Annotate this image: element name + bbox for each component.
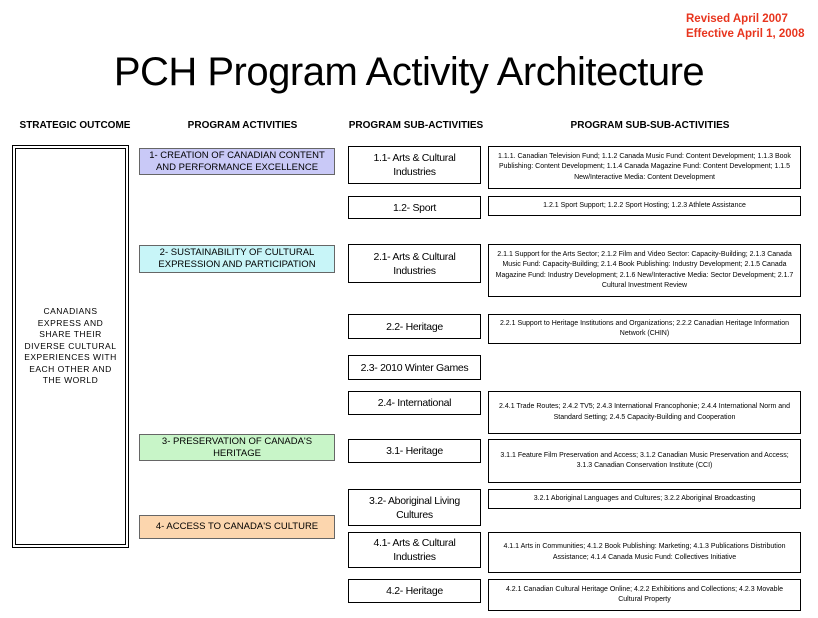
sub-activity-2-4 bbox=[348, 391, 481, 415]
sub-activity-label: 2.2- Heritage bbox=[386, 320, 443, 333]
sub-activity-2-3 bbox=[348, 355, 481, 380]
sub-sub-activity-text: 4.2.1 Canadian Cultural Heritage Online; 4.2.2 Exhibitions and Collections; 4.2.3 Movable Cultural Property bbox=[505, 585, 784, 603]
sub-activity-2-1 bbox=[348, 244, 481, 283]
program-activity-label: 4- ACCESS TO CANADA'S CULTURE bbox=[155, 521, 319, 532]
program-activity-label: 3- PRESERVATION OF CANADA'S HERITAGE bbox=[161, 435, 313, 459]
program-activity-3 bbox=[139, 434, 335, 461]
column-header-sub-activities: PROGRAM SUB-ACTIVITIES bbox=[348, 120, 484, 131]
column-header-sub-sub-activities: PROGRAM SUB-SUB-ACTIVITIES bbox=[570, 120, 730, 131]
sub-activity-label: 2.3- 2010 Winter Games bbox=[360, 361, 469, 374]
strategic-outcome-box bbox=[12, 145, 129, 548]
sub-activity-1-1 bbox=[348, 146, 481, 184]
revision-note bbox=[686, 12, 814, 42]
sub-activity-label: 4.2- Heritage bbox=[386, 585, 443, 597]
sub-sub-activity-1-1 bbox=[488, 146, 801, 189]
strategic-outcome-text: CANADIANS EXPRESS AND SHARE THEIR DIVERSE CULTURAL EXPERIENCES WITH EACH OTHER AND THE WORLD bbox=[24, 306, 117, 386]
program-activity-4 bbox=[139, 515, 335, 539]
page-title: PCH Program Activity Architecture bbox=[113, 50, 705, 94]
sub-sub-activity-text: 1.1.1. Canadian Television Fund; 1.1.2 Canada Music Fund: Content Development; 1.1.3 Book Publishing: Content Development; 1.1.4 Canada Magazine Fund: Content Development; 1.1.5 New/Interactive Media: Content Development bbox=[498, 152, 791, 181]
sub-sub-activity-1-2 bbox=[488, 196, 801, 216]
sub-activity-label: 2.4- International bbox=[377, 397, 452, 409]
sub-sub-activity-3-2 bbox=[488, 489, 801, 509]
sub-activity-3-1 bbox=[348, 439, 481, 463]
revised-date: Revised April 2007 bbox=[686, 13, 788, 25]
sub-sub-activity-text: 4.1.1 Arts in Communities; 4.1.2 Book Publishing: Marketing; 4.1.3 Publications Distribution Assistance; 4.1.4 Canada Music Fund: Collectives Initiative bbox=[503, 543, 786, 561]
sub-sub-activity-3-1 bbox=[488, 439, 801, 483]
program-activity-2 bbox=[139, 245, 335, 273]
sub-sub-activity-text: 3.1.1 Feature Film Preservation and Access; 3.1.2 Canadian Music Preservation and Access; 3.1.3 Canadian Conservation Institute (CCI) bbox=[500, 451, 789, 469]
sub-sub-activity-2-2 bbox=[488, 314, 801, 344]
sub-sub-activity-text: 2.4.1 Trade Routes; 2.4.2 TV5; 2.4.3 International Francophonie; 2.4.4 International Norm and Standard Setting; 2.4.5 Capacity-Building and Cooperation bbox=[499, 403, 790, 421]
sub-sub-activity-text: 1.2.1 Sport Support; 1.2.2 Sport Hosting; 1.2.3 Athlete Assistance bbox=[543, 201, 746, 209]
sub-activity-1-2 bbox=[348, 196, 481, 219]
sub-activity-label: 1.2- Sport bbox=[392, 201, 437, 214]
sub-activity-4-1 bbox=[348, 532, 481, 568]
column-header-strategic-outcome: STRATEGIC OUTCOME bbox=[19, 120, 131, 131]
sub-sub-activity-text: 2.1.1 Support for the Arts Sector; 2.1.2 Film and Video Sector: Capacity-Building; 2.1.3 Canada Music Fund: Capacity-Building; 2.1.4 Book Publishing: Industry Development; 2.1.5 Canada Magazine Fund: Industry Development; 2.1.6 New/Interactive Media: Sector Development; 2.1.7 Cultural Investment Review bbox=[495, 250, 794, 289]
sub-activity-2-2 bbox=[348, 314, 481, 339]
program-activity-label: 1- CREATION OF CANADIAN CONTENT AND PERFORMANCE EXCELLENCE bbox=[149, 149, 325, 173]
sub-activity-label: 2.1- Arts & Cultural Industries bbox=[373, 250, 456, 277]
sub-activity-4-2 bbox=[348, 579, 481, 603]
sub-sub-activity-4-1 bbox=[488, 532, 801, 573]
effective-date: Effective April 1, 2008 bbox=[686, 28, 805, 40]
sub-activity-label: 3.2- Aboriginal Living Cultures bbox=[369, 494, 460, 521]
sub-sub-activity-text: 3.2.1 Aboriginal Languages and Cultures; 3.2.2 Aboriginal Broadcasting bbox=[533, 494, 756, 502]
sub-sub-activity-text: 2.2.1 Support to Heritage Institutions and Organizations; 2.2.2 Canadian Heritage Information Network (CHIN) bbox=[499, 319, 790, 337]
sub-activity-label: 1.1- Arts & Cultural Industries bbox=[373, 152, 456, 178]
sub-sub-activity-2-1 bbox=[488, 244, 801, 297]
sub-activity-label: 4.1- Arts & Cultural Industries bbox=[373, 537, 456, 563]
program-activity-1 bbox=[139, 148, 335, 175]
sub-sub-activity-4-2 bbox=[488, 579, 801, 611]
sub-activity-label: 3.1- Heritage bbox=[386, 445, 443, 457]
sub-sub-activity-2-4 bbox=[488, 391, 801, 434]
program-activity-label: 2- SUSTAINABILITY OF CULTURAL EXPRESSION AND PARTICIPATION bbox=[158, 247, 316, 270]
sub-activity-3-2 bbox=[348, 489, 481, 526]
column-header-program-activities: PROGRAM ACTIVITIES bbox=[187, 120, 298, 131]
